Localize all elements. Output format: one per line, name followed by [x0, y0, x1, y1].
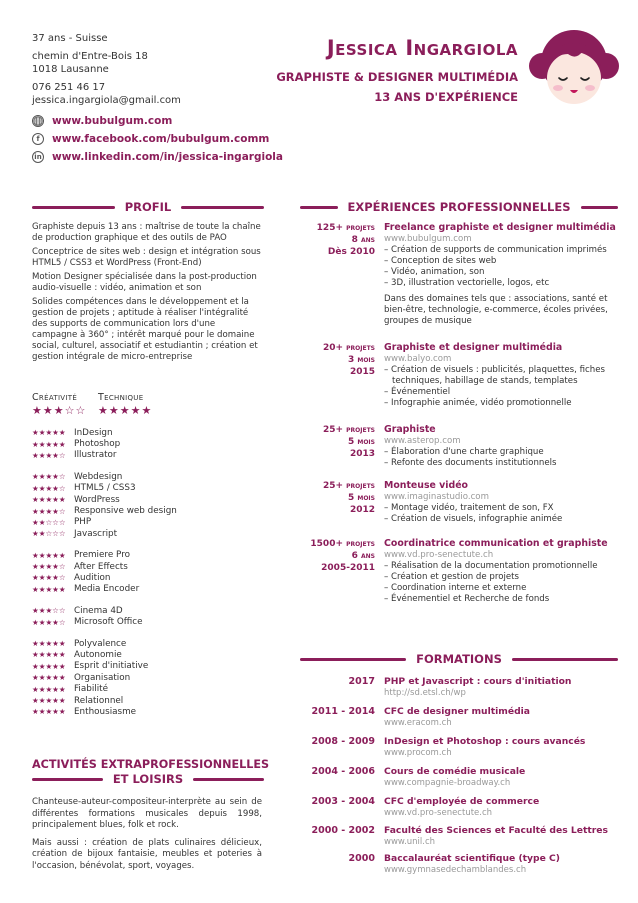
- skill-rating-stars: ★★★★☆: [32, 562, 66, 572]
- formation-entry: [300, 676, 618, 699]
- formation-title: CFC d'employée de commerce: [384, 796, 540, 807]
- formation-url[interactable]: www.gymnasedechamblandes.ch: [384, 865, 527, 875]
- skill-name: InDesign: [74, 427, 113, 438]
- experience-url[interactable]: www.vd.pro-senectute.ch: [384, 550, 494, 560]
- skill-row: [32, 672, 272, 683]
- experience-entry: [300, 222, 618, 327]
- formation-year: 2003 - 2004: [311, 796, 375, 807]
- skill-name: Cinema 4D: [74, 605, 123, 616]
- formation-title: Faculté des Sciences et Faculté des Lettres: [384, 825, 608, 836]
- experience-duration: 3 mois: [347, 355, 375, 365]
- skill-rating-stars: ★★☆☆☆: [32, 517, 66, 527]
- activities-text: [32, 797, 262, 878]
- experience-duration: 8 ans: [351, 235, 375, 245]
- experience-task: – Montage vidéo, traitement de son, FX: [384, 503, 554, 513]
- experience-entry: [300, 424, 618, 469]
- profile-paragraph: Solides compétences dans le développement et la gestion de projets ; aptitude à réaliser l'intégralité des supports de communication lors d'une campagne à 360° ; intérêt marqué pour le domaine social, culturel, associatif et estudiantin ; création et gestion intégrale de micro-entreprise: [32, 297, 258, 362]
- experience-title: Monteuse vidéo: [384, 480, 468, 491]
- formation-title: InDesign et Photoshop : cours avancés: [384, 736, 586, 747]
- experience-task: – Création de visuels : publicités, plaquettes, fiches: [384, 365, 605, 375]
- skill-name: PHP: [74, 517, 92, 528]
- experience-title: Freelance graphiste et designer multimédia: [384, 222, 616, 233]
- skill-row: [32, 517, 272, 528]
- experience-period: 2015: [349, 367, 375, 377]
- formation-year: 2000 - 2002: [311, 825, 375, 836]
- website-link-text: www.bubulgum.com: [52, 115, 173, 127]
- formation-body: [384, 736, 618, 759]
- formation-body: [384, 853, 618, 876]
- experience-period: 2005-2011: [321, 563, 375, 573]
- skill-rating-stars: ★★★★☆: [32, 472, 66, 482]
- skill-name: Autonomie: [74, 649, 122, 660]
- skill-group: [32, 471, 272, 539]
- skill-group: [32, 605, 272, 628]
- skill-name: Enthousiasme: [74, 706, 137, 717]
- skill-row: [32, 561, 272, 572]
- skill-name: Illustrator: [74, 450, 117, 461]
- globe-icon: [32, 115, 44, 127]
- formation-body: [384, 796, 618, 819]
- links-list: [32, 112, 292, 166]
- formation-year: 2017: [348, 676, 375, 687]
- experience-task: – Élaboration d'une charte graphique: [384, 447, 544, 457]
- experience-task: – Création de supports de communication imprimés: [384, 245, 607, 255]
- skill-name: Premiere Pro: [74, 550, 130, 561]
- skill-row: [32, 505, 272, 516]
- formation-url[interactable]: www.procom.ch: [384, 748, 452, 758]
- facebook-link[interactable]: [32, 130, 292, 148]
- skill-rating-stars: ★★★★☆: [32, 506, 66, 516]
- formation-entry: [300, 706, 618, 729]
- website-link[interactable]: [32, 112, 292, 130]
- profile-section-header: [32, 200, 264, 214]
- skill-row: [32, 695, 272, 706]
- formation-body: [384, 706, 618, 729]
- formation-url[interactable]: www.eracom.ch: [384, 718, 452, 728]
- skill-name: Responsive web design: [74, 506, 177, 517]
- skill-rating-stars: ★★★★★: [32, 439, 66, 449]
- avatar-illustration: [528, 22, 620, 118]
- formation-url[interactable]: www.unil.ch: [384, 837, 436, 847]
- formation-body: [384, 766, 618, 789]
- facebook-icon: f: [32, 133, 44, 145]
- skill-row: [32, 649, 272, 660]
- skill-name: Photoshop: [74, 439, 121, 450]
- technique-rating: ★★★★★: [98, 404, 153, 417]
- skill-rating-stars: ★★★★★: [32, 428, 66, 438]
- skill-name: Organisation: [74, 672, 131, 683]
- experience-task: – Refonte des documents institutionnels: [384, 458, 557, 468]
- linkedin-link-text: www.linkedin.com/in/jessica-ingargiola: [52, 151, 283, 163]
- experiences-title: EXPÉRIENCES PROFESSIONNELLES: [347, 200, 571, 214]
- formation-year: 2011 - 2014: [311, 706, 375, 717]
- experience-url[interactable]: www.asterop.com: [384, 436, 461, 446]
- profile-paragraph: Motion Designer spécialisée dans la post-production audio-visuelle : vidéo, animation et son: [32, 272, 257, 293]
- skill-row: [32, 494, 272, 505]
- formation-entry: [300, 766, 618, 789]
- experience-task: – Vidéo, animation, son: [384, 267, 485, 277]
- contact-block: [32, 32, 262, 107]
- experience-body: [384, 222, 618, 327]
- skill-row: [32, 661, 272, 672]
- job-title: GRAPHISTE & DESIGNER MULTIMÉDIA: [276, 70, 518, 84]
- skill-rating-stars: ★★★★★: [32, 696, 66, 705]
- formation-title: Baccalauréat scientifique (type C): [384, 853, 560, 864]
- experience-period: 2012: [349, 505, 375, 515]
- experience-url[interactable]: www.imaginastudio.com: [384, 492, 489, 502]
- skill-rating-stars: ★★★★★: [32, 661, 66, 671]
- skill-row: [32, 450, 272, 461]
- experience-projects: 1500+ projets: [310, 539, 375, 549]
- profile-paragraph: Graphiste depuis 13 ans : maîtrise de toute la chaîne de production graphique et des outils de PAO: [32, 222, 261, 243]
- skill-row: [32, 471, 272, 482]
- skill-group: [32, 427, 272, 461]
- experience-meta: [300, 342, 375, 409]
- experience-duration: 6 ans: [351, 551, 375, 561]
- experience-duration: 5 mois: [347, 493, 375, 503]
- skill-name: Javascript: [74, 528, 118, 539]
- experience-title: Coordinatrice communication et graphiste: [384, 538, 608, 549]
- experience-body: [384, 424, 618, 469]
- facebook-link-text: www.facebook.com/bubulgum.comm: [52, 133, 270, 145]
- activities-title-line-1: ACTIVITÉS EXTRAPROFESSIONNELLES: [32, 758, 270, 771]
- formations-title: FORMATIONS: [416, 652, 502, 666]
- experience-url[interactable]: www.bubulgum.com: [384, 234, 472, 244]
- address-line-1: chemin d'Entre-Bois 18: [32, 51, 148, 62]
- experience-body: [384, 480, 618, 525]
- skill-name: Polyvalence: [74, 638, 127, 649]
- skill-rating-stars: ★★★★☆: [32, 450, 66, 460]
- formation-title: Cours de comédie musicale: [384, 766, 526, 777]
- formation-entry: [300, 825, 618, 848]
- experience-task: – Réalisation de la documentation promotionnelle: [384, 561, 598, 571]
- skill-row: [32, 438, 272, 449]
- skill-rating-stars: ★★★★★: [32, 707, 66, 717]
- age-location: 37 ans - Suisse: [32, 33, 108, 44]
- skill-name: Webdesign: [74, 471, 123, 482]
- skill-row: [32, 584, 272, 595]
- formation-title: PHP et Javascript : cours d'initiation: [384, 676, 572, 687]
- skill-row: [32, 683, 272, 694]
- skill-name: Microsoft Office: [74, 617, 143, 628]
- skill-rating-stars: ★★★★★: [32, 495, 66, 505]
- activities-paragraph: Mais aussi : création de plats culinaires délicieux, création de bijoux fantaisie, meubles et poteries à l'occasion, bénévolat, sport, voyages.: [32, 837, 262, 871]
- linkedin-link[interactable]: [32, 148, 292, 166]
- skill-rating-stars: ★★★★★: [32, 639, 66, 649]
- skill-rating-stars: ★★★★★: [32, 684, 66, 694]
- skill-row: [32, 572, 272, 583]
- formation-title: CFC de designer multimédia: [384, 706, 531, 717]
- technique-label: Technique: [98, 392, 144, 403]
- experience-url[interactable]: www.balyo.com: [384, 354, 452, 364]
- skill-row: [32, 616, 272, 627]
- skill-rating-stars: ★★★★★: [32, 673, 66, 683]
- experience-task: – Conception de sites web: [384, 256, 497, 266]
- skill-row: [32, 528, 272, 539]
- email-address[interactable]: jessica.ingargiola@gmail.com: [32, 95, 181, 106]
- skill-group: [32, 550, 272, 596]
- skill-rating-stars: ★★★☆☆: [32, 606, 66, 616]
- skills-list: [32, 427, 272, 728]
- formation-year: 2000: [348, 853, 375, 864]
- creativity-rating: ★★★☆☆: [32, 404, 87, 417]
- experience-period: 2013: [349, 449, 375, 459]
- phone-number: 076 251 46 17: [32, 82, 106, 93]
- experience-meta: [300, 424, 375, 469]
- experience-task: – 3D, illustration vectorielle, logos, etc: [384, 278, 550, 288]
- experiences-section-header: [300, 200, 618, 214]
- skill-name: Esprit d'initiative: [74, 661, 149, 672]
- skill-rating-stars: ★★★★★: [32, 584, 66, 594]
- address-line-2: 1018 Lausanne: [32, 64, 109, 75]
- linkedin-icon: in: [32, 151, 44, 163]
- skill-name: Media Encoder: [74, 584, 140, 595]
- profile-text: [32, 222, 262, 366]
- formation-url[interactable]: www.vd.pro-senectute.ch: [384, 808, 493, 818]
- experience-entry: [300, 342, 618, 409]
- experience-period: Dès 2010: [327, 247, 375, 257]
- skill-rating-stars: ★★☆☆☆: [32, 529, 66, 539]
- skill-rating-stars: ★★★★☆: [32, 573, 66, 583]
- experience-task: – Création et gestion de projets: [384, 572, 519, 582]
- creativity-label: Créativité: [32, 392, 78, 403]
- profile-paragraph: Conceptrice de sites web : design et intégration sous HTML5 / CSS3 et WordPress (Front-End): [32, 247, 261, 268]
- skill-name: Audition: [74, 572, 111, 583]
- skill-row: [32, 550, 272, 561]
- skill-group: [32, 638, 272, 718]
- experience-entry: [300, 538, 618, 605]
- experience-title: Graphiste: [384, 424, 436, 435]
- formation-year: 2004 - 2006: [311, 766, 375, 777]
- skill-row: [32, 427, 272, 438]
- profile-title: PROFIL: [124, 200, 172, 214]
- experience-body: [384, 342, 618, 409]
- activities-section-header: [32, 772, 264, 786]
- skill-name: Fiabilité: [74, 684, 109, 695]
- skill-row: [32, 706, 272, 717]
- experience-projects: 25+ projets: [322, 481, 375, 491]
- activities-title-line-2: ET LOISIRS: [112, 772, 184, 786]
- candidate-name: Jessica Ingargiola: [326, 36, 518, 60]
- formation-url[interactable]: www.compagnie-broadway.ch: [384, 778, 511, 788]
- formation-entry: [300, 736, 618, 759]
- formation-entry: [300, 853, 618, 876]
- experience-projects: 20+ projets: [322, 343, 375, 353]
- experience-task: – Événementiel: [384, 387, 451, 397]
- experience-body: [384, 538, 618, 605]
- skill-rating-stars: ★★★★☆: [32, 617, 66, 627]
- experience-title: Graphiste et designer multimédia: [384, 342, 563, 353]
- experience-duration: 5 mois: [347, 437, 375, 447]
- experience-meta: [300, 480, 375, 525]
- skill-row: [32, 605, 272, 616]
- formation-entry: [300, 796, 618, 819]
- experience-task: – Coordination interne et externe: [384, 583, 527, 593]
- experience-task: – Infographie animée, vidéo promotionnelle: [384, 398, 572, 408]
- experience-entry: [300, 480, 618, 525]
- experience-domains: Dans des domaines tels que : associations, santé et bien-être, technologie, e-commerce, écoles privées, groupes de musique: [384, 294, 608, 326]
- formation-body: [384, 676, 618, 699]
- formations-section-header: [300, 652, 618, 666]
- experience-meta: [300, 538, 375, 605]
- experience-projects: 125+ projets: [316, 223, 375, 233]
- formation-body: [384, 825, 618, 848]
- skill-row: [32, 483, 272, 494]
- skill-row: [32, 638, 272, 649]
- experience-meta: [300, 222, 375, 327]
- experience-task: – Événementiel et Recherche de fonds: [384, 594, 550, 604]
- skill-name: Relationnel: [74, 695, 124, 706]
- experience-task: techniques, habillage de stands, templates: [392, 376, 578, 386]
- skill-rating-stars: ★★★★★: [32, 550, 66, 560]
- experience-task: – Création de visuels, infographie animée: [384, 514, 563, 524]
- formation-url[interactable]: http://sd.etsl.ch/wp: [384, 688, 466, 698]
- experience-projects: 25+ projets: [322, 425, 375, 435]
- activities-paragraph: Chanteuse-auteur-compositeur-interprète au sein de différentes formations musicales depuis 1998, principalement blues, folk et rock.: [32, 797, 262, 830]
- skill-name: WordPress: [74, 494, 120, 505]
- skill-rating-stars: ★★★★☆: [32, 483, 66, 493]
- skill-name: After Effects: [74, 561, 128, 572]
- skill-name: HTML5 / CSS3: [74, 483, 136, 494]
- experience-years: 13 ANS D'EXPÉRIENCE: [374, 90, 518, 104]
- formation-year: 2008 - 2009: [311, 736, 375, 747]
- skill-rating-stars: ★★★★★: [32, 650, 66, 660]
